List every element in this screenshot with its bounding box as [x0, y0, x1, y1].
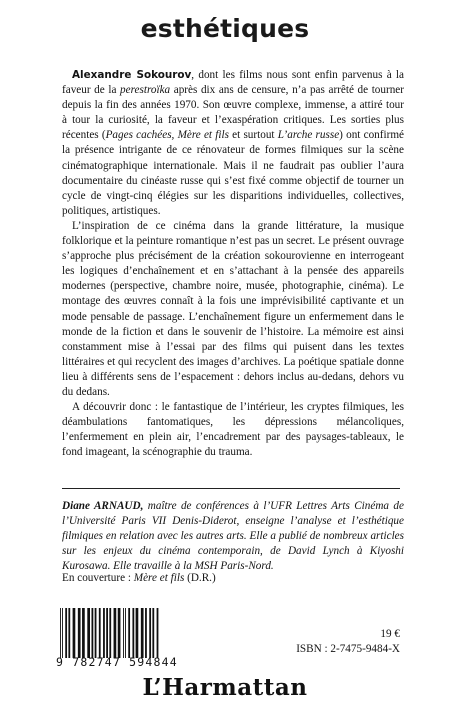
cover-credit: En couverture : Mère et fils (D.R.)	[62, 572, 216, 584]
price: 19 €	[380, 628, 400, 640]
subject-name: Alexandre Sokourov	[72, 69, 192, 81]
bio-author-name: Diane ARNAUD,	[62, 500, 144, 512]
series-title: esthétiques	[140, 14, 310, 43]
paragraph-3: A découvrir donc : le fantastique de l’intérieur, les cryptes filmiques, les déambulations fantomatiques, les dépressions mélancoliques, l’enfermement en plein air, l’encadrement par des paysages-tableaux, le fond imageant, la scénographie du trauma.	[62, 401, 404, 459]
author-bio: Diane ARNAUD, maître de conférences à l’UFR Lettres Arts Cinéma de l’Université Paris VII Denis-Diderot, enseigne l’analyse et l’esthétique filmiques en relation avec les autres arts. Elle a publié de nombreux articles sur les enjeux du cinéma contemporain, de David Lynch à Kiyoshi Kurosawa. Elle travaille à la MSH Paris-Nord.	[62, 500, 404, 573]
paragraph-1: Alexandre Sokourov, dont les films nous sont enfin parvenus à la faveur de la perestroïka après dix ans de censure, n’a pas arrêté de tourner depuis la fin des années 1970. Son œuvre complexe, immense, a attiré tour à tour la curiosité, la faveur et l’exaspération critiques. Les sorties plus récentes (Pages cachées, Mère et fils et surtout L’arche russe) ont confirmé la présence intrigante de ce rénovateur de formes filmiques sur la scène cinématographique internationale. Mais il ne faudrait pas oublier l’aura documentaire du cinéaste russe qui s’est fixé comme objectif de tourner un cycle de vingt-cinq élégies sur les disparitions individuelles, collectives, politiques, artistiques.	[62, 69, 405, 217]
paragraph-2: L’inspiration de ce cinéma dans la grande littérature, la musique folklorique et la peinture romantique n’est pas un secret. Le présent ouvrage s’approche plus précisément de la création sokourovienne en interrogeant les logiques d’enchaînement et en s’attachant à la pensée des appareils modernes (perspective, chambre noire, musée, photographie, cinéma). Le montage des œuvres connaît à la fois une imprévisibilité captivante et un mode pensable de passage. L’enchaînement figure un enfermement dans le monde de la fiction et dans le souvenir de l’histoire. La mémoire est ainsi constamment mise à l’essai par des films qui puisent dans les textes littéraires et qui recyclent des images d’archives. La poétique spatiale donne lieu à différents sens de l’espacement : dehors inclus au-dedans, dehors vu du dedans.	[62, 219, 404, 398]
publisher-logo: L’Harmattan	[142, 674, 308, 701]
back-cover-text	[62, 68, 404, 460]
section-divider	[62, 488, 400, 489]
isbn: ISBN : 2-7475-9484-X	[296, 643, 400, 655]
barcode-digits: 9 782747 594844	[56, 655, 178, 669]
barcode-image	[58, 608, 240, 658]
